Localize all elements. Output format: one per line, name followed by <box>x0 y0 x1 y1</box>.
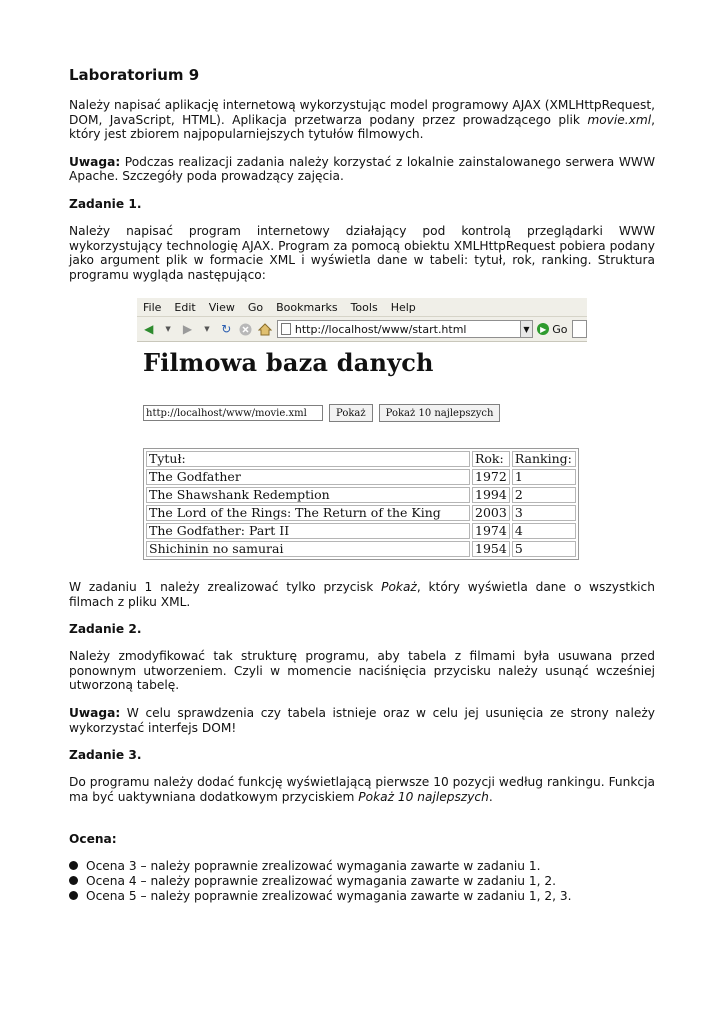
dropdown-icon[interactable]: ▼ <box>204 325 210 333</box>
address-dropdown-icon[interactable]: ▼ <box>520 320 534 338</box>
task3-heading: Zadanie 3. <box>69 748 142 763</box>
intro-text-end: , który jest zbiorem najpopularniejszych tytułów filmowych. <box>69 112 655 142</box>
cell-year: 1954 <box>472 541 510 557</box>
document-body-lower <box>69 580 655 903</box>
stop-icon[interactable] <box>238 321 253 337</box>
go-icon: ▶ <box>537 323 549 335</box>
cell-title: The Lord of the Rings: The Return of the King <box>146 505 470 521</box>
note2-label: Uwaga: <box>69 705 121 720</box>
cell-ranking: 1 <box>512 469 576 485</box>
note-label: Uwaga: <box>69 154 121 169</box>
header-title: Tytuł: <box>146 451 470 467</box>
menu-edit[interactable]: Edit <box>174 300 196 314</box>
menu-go[interactable]: Go <box>247 300 264 314</box>
bullet-icon <box>69 876 78 885</box>
grading-heading: Ocena: <box>69 832 117 847</box>
cell-year: 1972 <box>472 469 510 485</box>
table-row <box>146 469 576 485</box>
task1-paragraph: Należy napisać program internetowy działający pod kontrolą przeglądarki WWW wykorzystujący technologię AJAX. Program za pomocą obiektu XMLHttpRequest pobiera podany jako argument plik w formacie XML i wyświetla dane w tabeli: tytuł, rok, ranking. Struktura programu wygląda następująco: <box>69 223 655 282</box>
menu-tools[interactable]: Tools <box>350 300 378 314</box>
browser-content <box>143 348 434 377</box>
after-figure-paragraph <box>69 580 655 609</box>
note2-text: W celu sprawdzenia czy tabela istnieje oraz w celu jej usunięcia ze strony należy wykorzystać interfejs DOM! <box>69 705 655 735</box>
grade-text: Ocena 3 – należy poprawnie zrealizować wymagania zawarte w zadaniu 1. <box>86 859 541 874</box>
header-year: Rok: <box>472 451 510 467</box>
app-heading: Filmowa baza danych <box>143 348 434 377</box>
menu-view[interactable]: View <box>208 300 235 314</box>
menu-file[interactable]: File <box>143 300 162 314</box>
page-icon <box>281 323 291 335</box>
address-url: http://localhost/www/start.html <box>294 322 467 336</box>
forward-icon[interactable]: ▶ <box>182 322 193 336</box>
task1-heading: Zadanie 1. <box>69 196 142 211</box>
cell-year: 2003 <box>472 505 510 521</box>
cell-year: 1974 <box>472 523 510 539</box>
list-item <box>69 874 655 889</box>
page-title: Laboratorium 9 <box>69 66 200 84</box>
task3-text-end: . <box>488 789 493 804</box>
xml-url-input[interactable]: http://localhost/www/movie.xml <box>143 405 323 421</box>
list-item <box>69 889 655 904</box>
cell-title: The Godfather: Part II <box>146 523 470 539</box>
task3-text: Do programu należy dodać funkcję wyświetlającą pierwsze 10 pozycji według rankingu. Funkcja ma być uaktywniana dodatkowym przyciskiem <box>69 775 655 804</box>
reload-icon[interactable]: ↻ <box>221 322 232 336</box>
table-header-row <box>146 451 576 467</box>
task2-paragraph: Należy zmodyfikować tak strukturę programu, aby tabela z filmami była usuwana przed ponownym utworzeniem. Czyli w momencie naciśnięcia przycisku należy usunąć wcześniej utworzoną tabelę. <box>69 649 655 693</box>
cell-ranking: 3 <box>512 505 576 521</box>
cell-ranking: 2 <box>512 487 576 503</box>
task3-paragraph <box>69 775 655 804</box>
address-bar[interactable] <box>277 320 521 338</box>
intro-paragraph <box>69 98 655 142</box>
table-row <box>146 487 576 503</box>
dropdown-icon[interactable]: ▼ <box>165 325 171 333</box>
grade-text: Ocena 4 – należy poprawnie zrealizować wymagania zawarte w zadaniu 1, 2. <box>86 873 557 888</box>
browser-navbar <box>137 317 587 342</box>
intro-filename: movie.xml <box>587 112 652 127</box>
home-icon[interactable] <box>257 321 272 337</box>
header-ranking: Ranking: <box>512 451 576 467</box>
grade-text: Ocena 5 – należy poprawnie zrealizować wymagania zawarte w zadaniu 1, 2, 3. <box>86 888 572 903</box>
cell-title: The Godfather <box>146 469 470 485</box>
table-row <box>146 541 576 557</box>
browser-screenshot <box>137 298 587 566</box>
task2-heading: Zadanie 2. <box>69 622 142 637</box>
grading-list <box>69 859 655 903</box>
browser-menubar <box>137 298 587 317</box>
cell-title: The Shawshank Redemption <box>146 487 470 503</box>
top10-button[interactable]: Pokaż 10 najlepszych <box>379 404 501 422</box>
movies-table <box>143 448 579 560</box>
cell-year: 1994 <box>472 487 510 503</box>
bullet-icon <box>69 861 78 870</box>
cell-title: Shichinin no samurai <box>146 541 470 557</box>
after-figure-text-end: , który wyświetla dane o wszystkich filmach z pliku XML. <box>69 580 655 609</box>
bullet-icon <box>69 891 78 900</box>
go-button[interactable] <box>537 323 567 336</box>
note-paragraph-2 <box>69 706 655 735</box>
form-row <box>143 404 500 422</box>
after-figure-button-name: Pokaż <box>381 580 417 594</box>
intro-text: Należy napisać aplikację internetową wykorzystując model programowy AJAX (XMLHttpRequest, DOM, JavaScript, HTML). Aplikacja przetwarza podany przez prowadzącego plik <box>69 98 655 127</box>
go-label: Go <box>552 322 568 336</box>
back-icon[interactable]: ◀ <box>144 322 154 336</box>
after-figure-text: W zadaniu 1 należy zrealizować tylko przycisk <box>69 580 382 594</box>
menu-bookmarks[interactable]: Bookmarks <box>276 300 338 314</box>
note-text: Podczas realizacji zadania należy korzystać z lokalnie zainstalowanego serwera WWW Apache. Szczegóły poda prowadzący zajęcia. <box>69 154 655 184</box>
note-paragraph-1 <box>69 155 655 184</box>
list-item <box>69 859 655 874</box>
show-button[interactable]: Pokaż <box>329 404 373 422</box>
document-body <box>69 66 655 282</box>
search-box[interactable] <box>572 320 587 338</box>
task3-button-name: Pokaż 10 najlepszych <box>358 789 489 804</box>
table-row <box>146 505 576 521</box>
cell-ranking: 5 <box>512 541 576 557</box>
cell-ranking: 4 <box>512 523 576 539</box>
menu-help[interactable]: Help <box>390 300 416 314</box>
table-row <box>146 523 576 539</box>
